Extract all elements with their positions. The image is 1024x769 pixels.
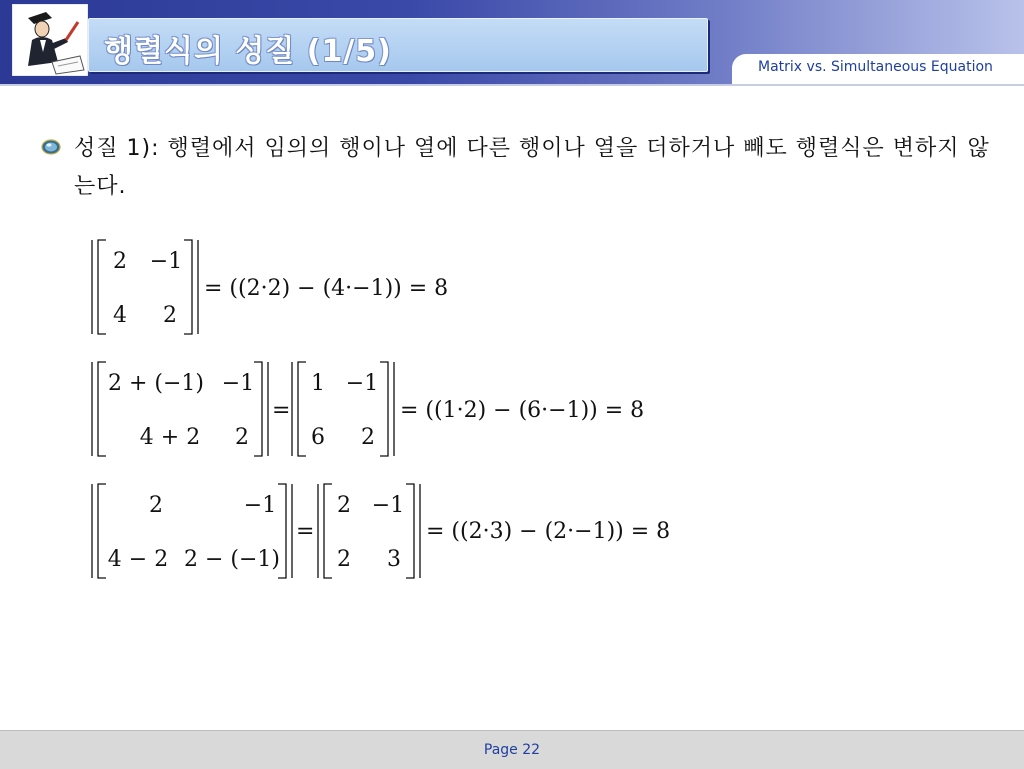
equation-2: [92, 362, 644, 456]
matrix-cell: 4 − 2: [107, 547, 169, 572]
matrix-cell: −1: [221, 371, 255, 396]
matrix-cell: −1: [345, 371, 379, 396]
matrix-cell: 4 + 2: [139, 425, 201, 450]
matrix-cell: 2: [235, 425, 249, 450]
slide-title: 행렬식의 성질 (1/5): [104, 34, 392, 69]
matrix-bracket-right: [380, 362, 388, 456]
matrix-cell: 2: [337, 493, 351, 518]
matrix-cell: 2: [113, 249, 127, 274]
matrix-bracket-right: [254, 362, 262, 456]
property-label: 성질 1):: [74, 136, 160, 161]
determinant-result: = ((1·2) − (6·−1)) = 8: [400, 398, 645, 423]
equation-1: [92, 240, 448, 334]
matrix-cell: 2 + (−1): [107, 371, 205, 396]
matrix-cell: 2: [337, 547, 351, 572]
matrix-bracket-right: [184, 240, 192, 334]
determinant-result: = ((2·3) − (2·−1)) = 8: [426, 519, 671, 544]
property-text: 행렬에서 임의의 행이나 열에 다른 행이나 열을 더하거나 빼도 행렬식은 변하지 않는다.: [74, 136, 990, 199]
matrix-cell: 2: [149, 493, 163, 518]
matrix-bracket-right: [406, 484, 414, 578]
matrix-bracket-left: [298, 362, 306, 456]
matrix-cell: −1: [149, 249, 183, 274]
matrix-bracket-left: [98, 484, 106, 578]
matrix-cell: 2: [361, 425, 375, 450]
matrix-cell: −1: [243, 493, 277, 518]
slide-subtitle: Matrix vs. Simultaneous Equation: [758, 59, 993, 75]
matrix-cell: 3: [387, 547, 401, 572]
matrix-bracket-left: [98, 362, 106, 456]
matrix-cell: 2 − (−1): [183, 547, 281, 572]
determinant-result: = ((2·2) − (4·−1)) = 8: [204, 276, 449, 301]
matrix-bracket-left: [98, 240, 106, 334]
matrix-cell: −1: [371, 493, 405, 518]
equals-sign: =: [296, 519, 315, 544]
page-number: Page 22: [483, 742, 541, 758]
matrix-cell: 6: [311, 425, 325, 450]
equation-3: [92, 484, 670, 578]
matrix-cell: 4: [113, 303, 127, 328]
matrix-cell: 2: [163, 303, 177, 328]
equals-sign: =: [272, 398, 291, 423]
matrix-cell: 1: [311, 371, 325, 396]
matrix-bracket-left: [324, 484, 332, 578]
